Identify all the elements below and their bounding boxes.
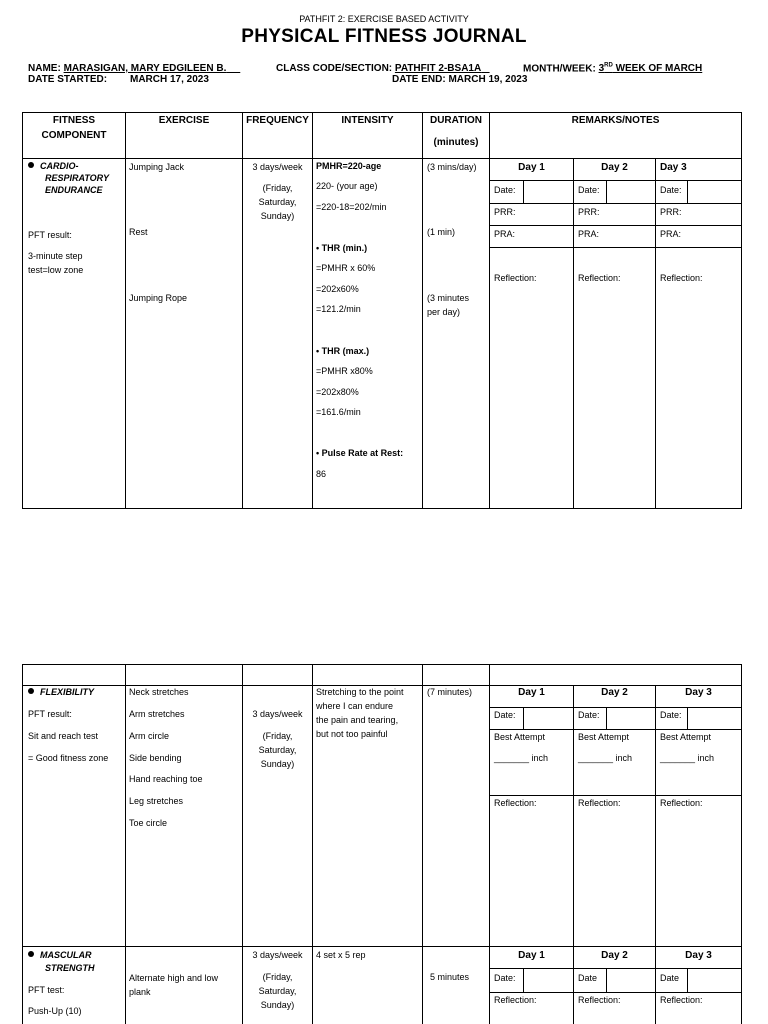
cardio-pft-1: 3-minute step: [28, 251, 83, 261]
cardio-prr-3: PRR:: [660, 207, 682, 217]
flex-freq-1: 3 days/week: [252, 709, 303, 719]
strength-date-3: Date: [660, 973, 680, 983]
bullet-icon: [28, 951, 34, 957]
cardio-int-2: 220- (your age): [316, 181, 378, 191]
col-fitness-2: COMPONENT: [41, 130, 107, 141]
col-remarks: REMARKS/NOTES: [571, 115, 660, 126]
cardio-component-2: RESPIRATORY: [45, 173, 110, 183]
flex-day1: Day 1: [518, 687, 545, 698]
flex-inch-2: _______ inch: [578, 753, 633, 763]
cardio-pra-2: PRA:: [578, 229, 600, 239]
cardio-int-4: • THR (min.): [316, 243, 368, 253]
name-label: NAME:: [28, 63, 61, 74]
flex-reflection-2: Reflection:: [578, 798, 621, 808]
cardio-reflection-2: Reflection:: [578, 273, 621, 283]
cardio-int-11: =161.6/min: [316, 407, 361, 417]
cardio-prr-1: PRR:: [494, 207, 516, 217]
cardio-reflection-3: Reflection:: [660, 273, 703, 283]
flex-best-3: Best Attempt: [660, 732, 712, 742]
name-line: [28, 63, 240, 74]
strength-date-1: Date:: [494, 973, 516, 983]
flex-exercise-1: Neck stretches: [129, 687, 189, 697]
cardio-date-3: Date:: [660, 185, 682, 195]
flex-int-1: Stretching to the point: [316, 687, 404, 697]
cardio-freq-2: (Friday,: [262, 183, 293, 193]
started-value: MARCH 17, 2023: [130, 74, 209, 85]
class-line: [276, 63, 490, 74]
cardio-freq-4: Sunday): [260, 211, 295, 221]
flex-pft-2: = Good fitness zone: [28, 753, 109, 763]
started-label: DATE STARTED:: [28, 74, 108, 85]
strength-pft-1: Push-Up (10): [28, 1006, 82, 1016]
subtitle: PATHFIT 2: EXERCISE BASED ACTIVITY: [299, 14, 469, 24]
flex-freq-2: (Friday,: [262, 731, 293, 741]
strength-date-2: Date: [578, 973, 598, 983]
cardio-pft-label: PFT result:: [28, 230, 72, 240]
strength-duration: 5 minutes: [430, 972, 470, 982]
flex-day2: Day 2: [601, 687, 628, 698]
flex-exercise-3: Arm circle: [129, 731, 169, 741]
cardio-int-12: • Pulse Rate at Rest:: [316, 448, 404, 458]
col-frequency: FREQUENCY: [246, 115, 309, 126]
flex-freq-3: Saturday,: [258, 745, 297, 755]
flex-exercise-6: Leg stretches: [129, 796, 184, 806]
flex-inch-3: _______ inch: [660, 753, 715, 763]
cardio-pra-1: PRA:: [494, 229, 516, 239]
name-value: MARASIGAN, MARY EDGILEEN B.: [63, 63, 227, 74]
flex-reflection-1: Reflection:: [494, 798, 537, 808]
flex-int-2: where I can endure: [316, 701, 394, 711]
cardio-day2: Day 2: [601, 162, 628, 173]
cardio-int-8: • THR (max.): [316, 346, 370, 356]
class-value: PATHFIT 2-BSA1A: [394, 63, 482, 74]
cardio-day3: Day 3: [660, 162, 687, 173]
cardio-prr-2: PRR:: [578, 207, 600, 217]
strength-exercise-1: Alternate high and low: [129, 973, 219, 983]
cardio-int-10: =202x80%: [316, 387, 359, 397]
flex-exercise-5: Hand reaching toe: [129, 774, 203, 784]
flex-reflection-3: Reflection:: [660, 798, 703, 808]
strength-component-2: STRENGTH: [45, 963, 95, 973]
bullet-icon: [28, 688, 34, 694]
cardio-int-13: 86: [316, 469, 327, 479]
month-label: MONTH/WEEK:: [523, 63, 596, 75]
flex-day3: Day 3: [685, 687, 712, 698]
col-exercise: EXERCISE: [158, 115, 210, 126]
cardio-int-3: =220-18=202/min: [316, 202, 387, 212]
strength-day1: Day 1: [518, 950, 545, 961]
flex-pft-label: PFT result:: [28, 709, 72, 719]
class-label: CLASS CODE/SECTION:: [276, 63, 393, 74]
cardio-day1: Day 1: [518, 162, 545, 173]
col-duration-1: DURATION: [429, 115, 483, 126]
strength-day2: Day 2: [601, 950, 628, 961]
strength-freq-4: Sunday): [260, 1000, 295, 1010]
strength-reflection-1: Reflection:: [494, 995, 537, 1005]
col-fitness-1: FITNESS: [52, 115, 96, 126]
strength-pft-label: PFT test:: [28, 985, 65, 995]
flex-inch-1: _______ inch: [494, 753, 549, 763]
flex-duration: (7 minutes): [427, 687, 473, 697]
flex-date-3: Date:: [660, 710, 682, 720]
cardio-int-7: =121.2/min: [316, 304, 361, 314]
cardio-date-1: Date:: [494, 185, 516, 195]
cardio-int-9: =PMHR x80%: [316, 366, 373, 376]
strength-reflection-3: Reflection:: [660, 995, 703, 1005]
cardio-exercise-3: Jumping Rope: [129, 293, 188, 303]
cardio-int-5: =PMHR x 60%: [316, 263, 376, 273]
col-intensity: INTENSITY: [341, 115, 394, 126]
month-line: [523, 63, 702, 74]
bullet-icon: [28, 162, 34, 168]
cardio-pft-2: test=low zone: [28, 265, 84, 275]
strength-day3: Day 3: [685, 950, 712, 961]
flex-exercise-2: Arm stretches: [129, 709, 185, 719]
cardio-dur-2: (1 min): [427, 227, 456, 237]
month-value: 3RD WEEK OF MARCH: [598, 63, 703, 75]
date-end: DATE END: MARCH 19, 2023: [392, 74, 528, 85]
flex-int-4: but not too painful: [316, 729, 388, 739]
cardio-component-3: ENDURANCE: [45, 185, 103, 195]
cardio-reflection-1: Reflection:: [494, 273, 537, 283]
flex-date-2: Date:: [578, 710, 600, 720]
strength-exercise-2: plank: [129, 987, 151, 997]
flex-exercise-7: Toe circle: [129, 818, 168, 828]
cardio-date-2: Date:: [578, 185, 600, 195]
strength-component-1: MASCULAR: [28, 950, 92, 961]
cardio-exercise-1: Jumping Jack: [129, 162, 185, 172]
strength-reflection-2: Reflection:: [578, 995, 621, 1005]
cardio-int-6: =202x60%: [316, 284, 359, 294]
page-title: PHYSICAL FITNESS JOURNAL: [241, 26, 527, 47]
cardio-dur-1: (3 mins/day): [427, 162, 477, 172]
flex-date-1: Date:: [494, 710, 516, 720]
cardio-freq-1: 3 days/week: [252, 162, 303, 172]
cardio-freq-3: Saturday,: [258, 197, 297, 207]
flex-exercise-4: Side bending: [129, 753, 182, 763]
flex-component: FLEXIBILITY: [28, 687, 94, 698]
flex-pft-1: Sit and reach test: [28, 731, 99, 741]
flex-int-3: the pain and tearing,: [316, 715, 399, 725]
strength-freq-3: Saturday,: [258, 986, 297, 996]
flex-best-1: Best Attempt: [494, 732, 546, 742]
cardio-exercise-2: Rest: [129, 227, 148, 237]
col-duration-2: (minutes): [433, 137, 479, 148]
strength-int-1: 4 set x 5 rep: [316, 950, 366, 960]
strength-freq-1: 3 days/week: [252, 950, 303, 960]
cardio-pra-3: PRA:: [660, 229, 682, 239]
cardio-dur-3b: per day): [427, 307, 461, 317]
cardio-int-1: PMHR=220-age: [316, 161, 382, 171]
strength-freq-2: (Friday,: [262, 972, 293, 982]
cardio-component-1: CARDIO-: [28, 161, 79, 172]
cardio-dur-3a: (3 minutes: [427, 293, 470, 303]
flex-best-2: Best Attempt: [578, 732, 630, 742]
flex-freq-4: Sunday): [260, 759, 295, 769]
